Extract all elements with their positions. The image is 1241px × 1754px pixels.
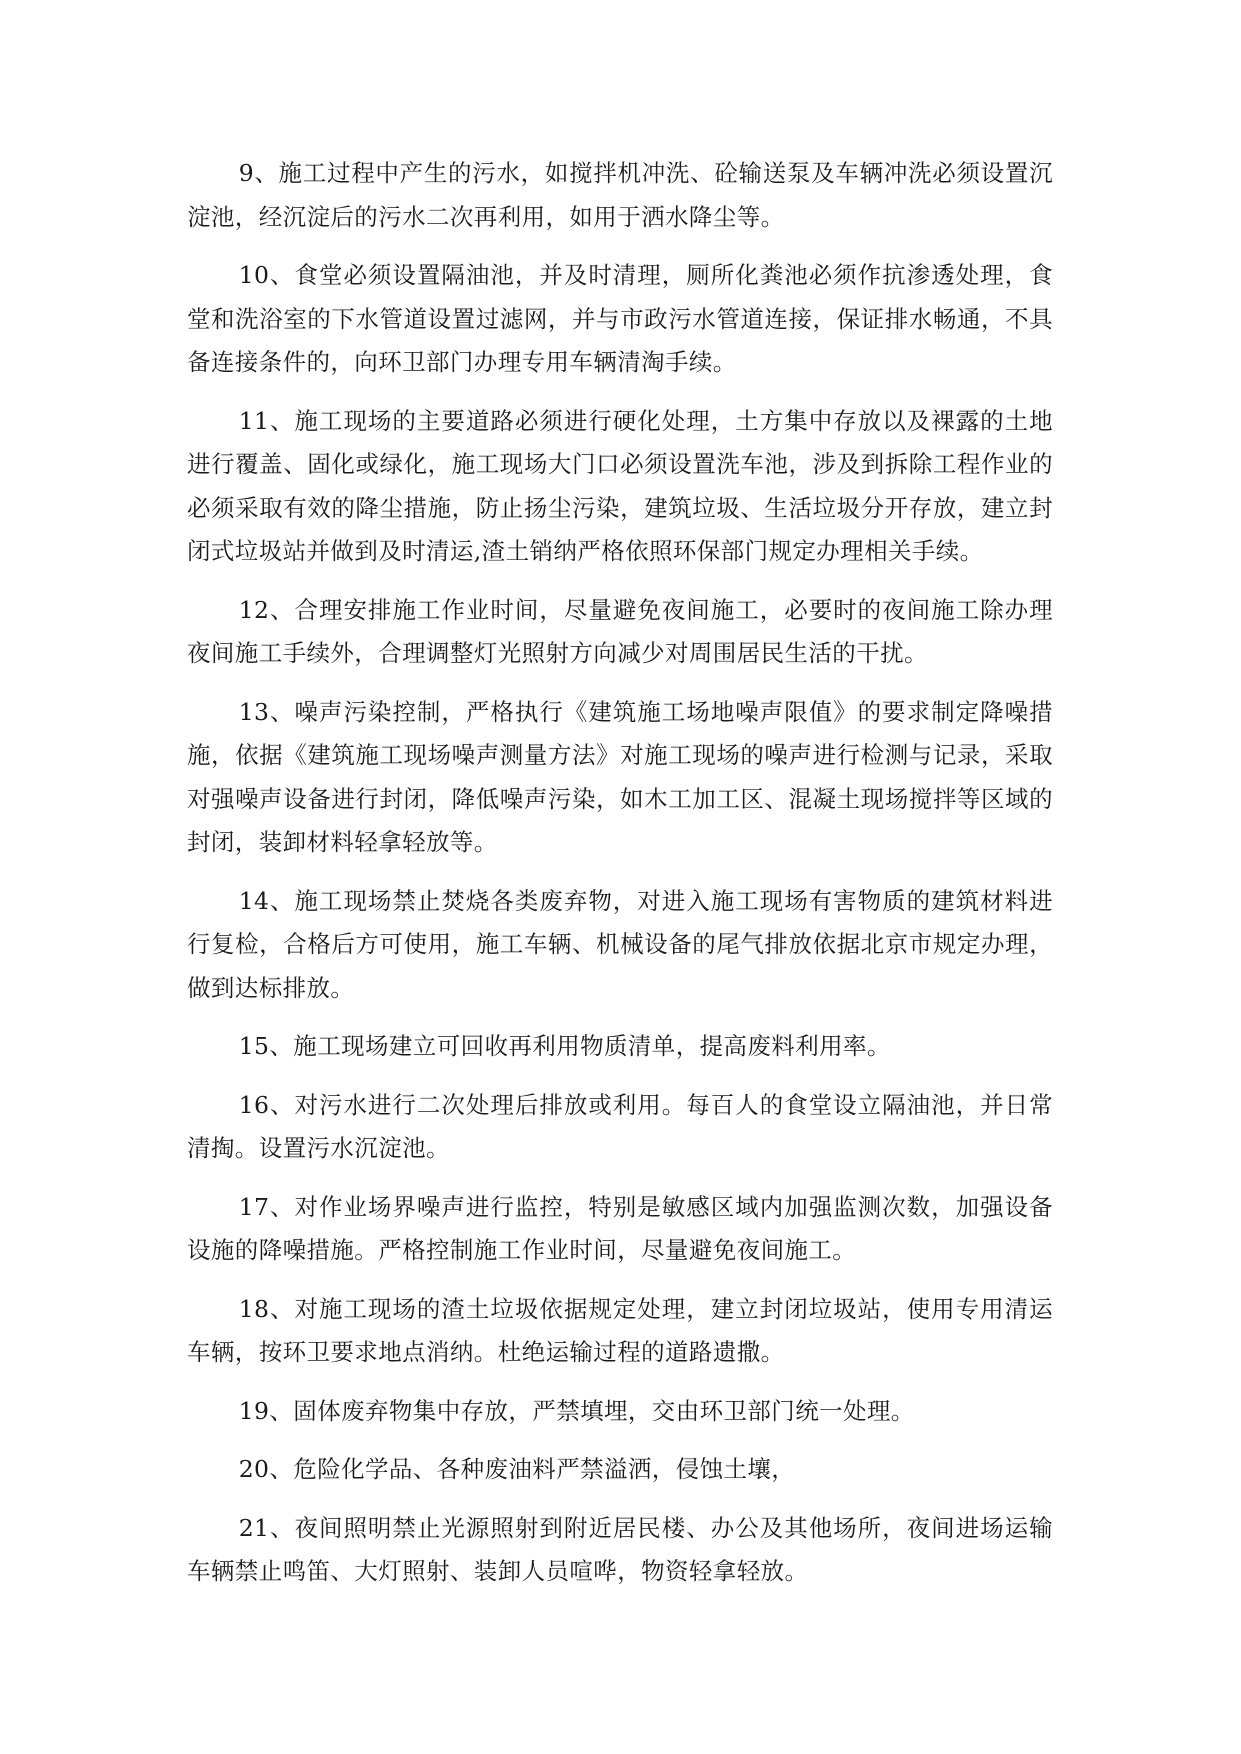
paragraph-18: 18、对施工现场的渣土垃圾依据规定处理，建立封闭垃圾站，使用专用清运车辆，按环卫要求地点消纳。杜绝运输过程的道路遗撒。 [187, 1294, 1053, 1366]
paragraph-21: 21、夜间照明禁止光源照射到附近居民楼、办公及其他场所，夜间进场运输车辆禁止鸣笛、大灯照射、装卸人员喧哗，物资轻拿轻放。 [187, 1513, 1053, 1585]
paragraph-12: 12、合理安排施工作业时间，尽量避免夜间施工，必要时的夜间施工除办理夜间施工手续外，合理调整灯光照射方向减少对周围居民生活的干扰。 [187, 595, 1053, 667]
paragraph-11: 11、施工现场的主要道路必须进行硬化处理，土方集中存放以及裸露的土地进行覆盖、固化或绿化，施工现场大门口必须设置洗车池，涉及到拆除工程作业的必须采取有效的降尘措施，防止扬尘污染，建筑垃圾、生活垃圾分开存放，建立封闭式垃圾站并做到及时清运,渣土销纳严格依照环保部门规定办理相关手续。 [187, 406, 1053, 565]
paragraph-9: 9、施工过程中产生的污水，如搅拌机冲洗、砼输送泵及车辆冲洗必须设置沉淀池，经沉淀后的污水二次再利用，如用于洒水降尘等。 [187, 159, 1053, 231]
paragraph-19: 19、固体废弃物集中存放，严禁填埋，交由环卫部门统一处理。 [238, 1396, 915, 1425]
paragraph-10: 10、食堂必须设置隔油池，并及时清理，厕所化粪池必须作抗渗透处理，食堂和洗浴室的下水管道设置过滤网，并与市政污水管道连接，保证排水畅通，不具备连接条件的，向环卫部门办理专用车辆清淘手续。 [187, 261, 1053, 376]
document-body [187, 152, 1053, 1609]
paragraph-14: 14、施工现场禁止焚烧各类废弃物，对进入施工现场有害物质的建筑材料进行复检，合格后方可使用，施工车辆、机械设备的尾气排放依据北京市规定办理，做到达标排放。 [187, 886, 1053, 1002]
paragraph-13: 13、噪声污染控制，严格执行《建筑施工场地噪声限值》的要求制定降噪措施，依据《建筑施工现场噪声测量方法》对施工现场的噪声进行检测与记录，采取对强噪声设备进行封闭，降低噪声污染，如木工加工区、混凝土现场搅拌等区域的封闭，装卸材料轻拿轻放等。 [187, 697, 1053, 856]
paragraph-17: 17、对作业场界噪声进行监控，特别是敏感区域内加强监测次数，加强设备设施的降噪措施。严格控制施工作业时间，尽量避免夜间施工。 [187, 1192, 1053, 1264]
paragraph-15: 15、施工现场建立可回收再利用物质清单，提高废料利用率。 [238, 1032, 891, 1060]
paragraph-20: 20、危险化学品、各种废油料严禁溢洒，侵蚀土壤， [238, 1455, 796, 1483]
paragraph-16: 16、对污水进行二次处理后排放或利用。每百人的食堂设立隔油池，并日常清掏。设置污水沉淀池。 [187, 1090, 1053, 1162]
